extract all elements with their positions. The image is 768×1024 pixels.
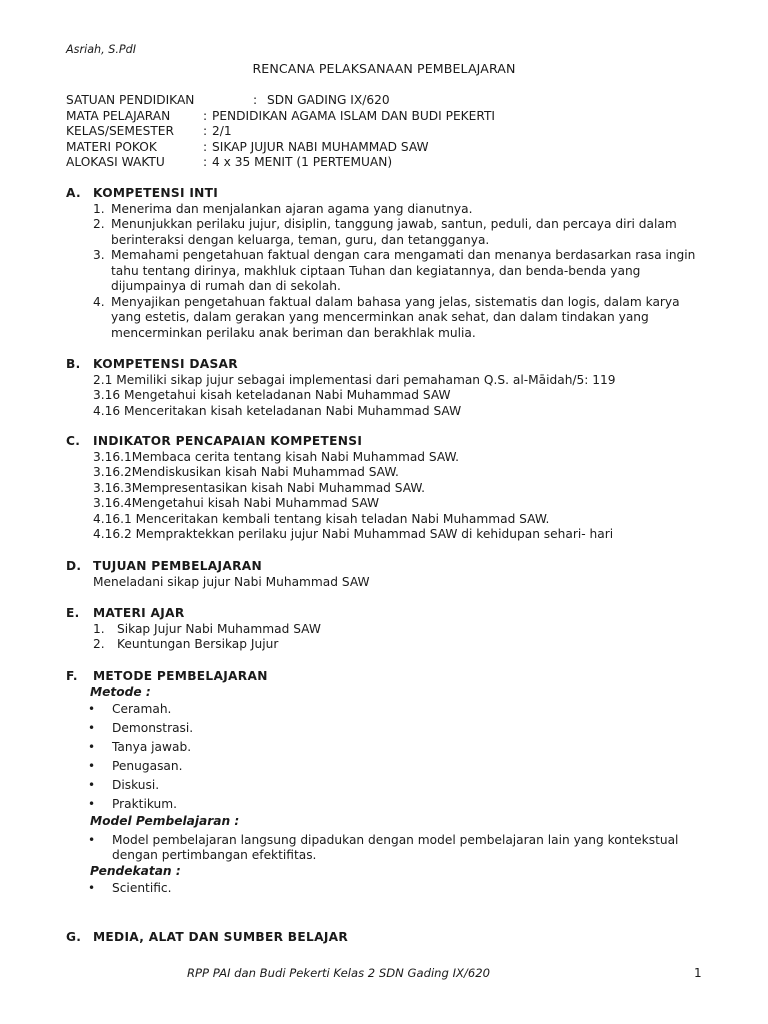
identity-value: SDN GADING IX/620 [267,93,390,107]
list-item: 1. Sikap Jujur Nabi Muhammad SAW [93,621,321,636]
bullet-item: • Scientific. [88,880,172,895]
section-kompetensi-dasar [66,357,616,419]
identity-key: MATERI POKOK [66,139,157,154]
section-metode [66,669,702,898]
bullet-icon: • [88,880,96,895]
section-title: B. KOMPETENSI DASAR [66,357,238,371]
identity-separator: : [253,93,258,107]
list-item: 3. Memahami pengetahuan faktual dengan cara mengamati dan menanya berdasarkan rasa ingin tahu tentang dirinya, makhluk ciptaan Tuhan dan kegiatannya, dan benda-benda yang dijumpainya di rumah dan di sekolah. [93,248,696,293]
list-item: 2.1 Memiliki sikap jujur sebagai implementasi dari pemahaman Q.S. al-Māidah/5: 119 [93,372,616,387]
list-item: 3.16 Mengetahui kisah keteladanan Nabi Muhammad SAW [93,388,451,402]
section-title: C. INDIKATOR PENCAPAIAN KOMPETENSI [66,434,363,448]
list-item: 3.16.1Membaca cerita tentang kisah Nabi Muhammad SAW. [93,449,460,464]
list-item: 3.16.3Mempresentasikan kisah Nabi Muhammad SAW. [93,480,425,495]
section-kompetensi-inti [66,186,701,341]
bullet-icon: • [88,739,96,754]
model-label: Model Pembelajaran : [90,814,240,828]
identity-value: 4 x 35 MENIT (1 PERTEMUAN) [212,155,393,170]
section-indikator [66,434,613,543]
bullet-item: • Demonstrasi. [88,720,194,735]
metode-label: Metode : [90,684,151,699]
identity-row [66,93,495,109]
section-materi-ajar [66,606,321,653]
identity-separator: : [203,108,208,123]
document-title: RENCANA PELAKSANAAN PEMBELAJARAN [252,61,516,76]
identity-value: PENDIDIKAN AGAMA ISLAM DAN BUDI PEKERTI [212,108,495,123]
identity-value: 2/1 [212,124,232,139]
identity-block [66,93,495,171]
page-number: 1 [694,966,702,980]
tujuan-text: Meneladani sikap jujur Nabi Muhammad SAW [93,574,370,589]
bullet-item: • Ceramah. [88,701,172,716]
bullet-icon: • [88,777,96,792]
identity-key: SATUAN PENDIDIKAN [66,93,195,107]
identity-row [66,155,495,171]
identity-separator: : [203,124,208,139]
identity-separator: : [203,139,208,154]
bullet-item: • Model pembelajaran langsung dipadukan dengan model pembelajaran lain yang kontekstual dengan pertimbangan efektifitas. [88,832,679,862]
section-title: E. MATERI AJAR [66,606,185,620]
list-item: 2. Keuntungan Bersikap Jujur [93,637,279,651]
section-title: F. METODE PEMBELAJARAN [66,669,268,683]
list-item: 2. Menunjukkan perilaku jujur, disiplin, tanggung jawab, santun, peduli, dan percaya diri dalam berinteraksi dengan keluarga, teman, guru, dan tetangganya. [93,217,677,247]
identity-key: KELAS/SEMESTER [66,124,174,139]
bullet-icon: • [88,720,96,735]
bullet-icon: • [88,832,96,847]
identity-key: MATA PELAJARAN [66,108,171,123]
bullet-item: • Praktikum. [88,796,177,811]
identity-key: ALOKASI WAKTU [66,155,165,170]
pendekatan-label: Pendekatan : [90,863,181,878]
identity-row [66,140,495,156]
author-header: Asriah, S.PdI [66,43,137,56]
list-item: 4. Menyajikan pengetahuan faktual dalam bahasa yang jelas, sistematis dan logis, dalam karya yang estetis, dalam gerakan yang mencerminkan anak sehat, dan dalam tindakan yang mencerminkan perilaku anak beriman dan berakhlak mulia. [93,294,680,340]
list-item: 3.16.2Mendiskusikan kisah Nabi Muhammad SAW. [93,465,399,480]
identity-row [66,124,495,140]
bullet-icon: • [88,796,96,811]
section-title: G. MEDIA, ALAT DAN SUMBER BELAJAR [66,930,349,944]
bullet-item: • Penugasan. [88,758,183,773]
bullet-icon: • [88,758,96,773]
list-item: 4.16.1 Menceritakan kembali tentang kisah teladan Nabi Muhammad SAW. [93,511,550,526]
identity-value: SIKAP JUJUR NABI MUHAMMAD SAW [212,139,429,154]
list-item: 3.16.4Mengetahui kisah Nabi Muhammad SAW [93,496,380,511]
list-item: 4.16.2 Mempraktekkan perilaku jujur Nabi Muhammad SAW di kehidupan sehari- hari [93,527,614,542]
page-footer: RPP PAI dan Budi Pekerti Kelas 2 SDN Gading IX/620 [187,966,490,980]
section-title: A. KOMPETENSI INTI [66,186,219,200]
section-title: D. TUJUAN PEMBELAJARAN [66,559,263,573]
bullet-icon: • [88,701,96,716]
section-tujuan [66,559,370,590]
list-item: 1. Menerima dan menjalankan ajaran agama yang dianutnya. [93,201,473,216]
bullet-item: • Tanya jawab. [88,739,192,754]
bullet-item: • Diskusi. [88,777,160,792]
identity-separator: : [203,155,208,170]
section-media [66,930,348,946]
identity-row [66,109,495,125]
list-item: 4.16 Menceritakan kisah keteladanan Nabi Muhammad SAW [93,403,462,418]
